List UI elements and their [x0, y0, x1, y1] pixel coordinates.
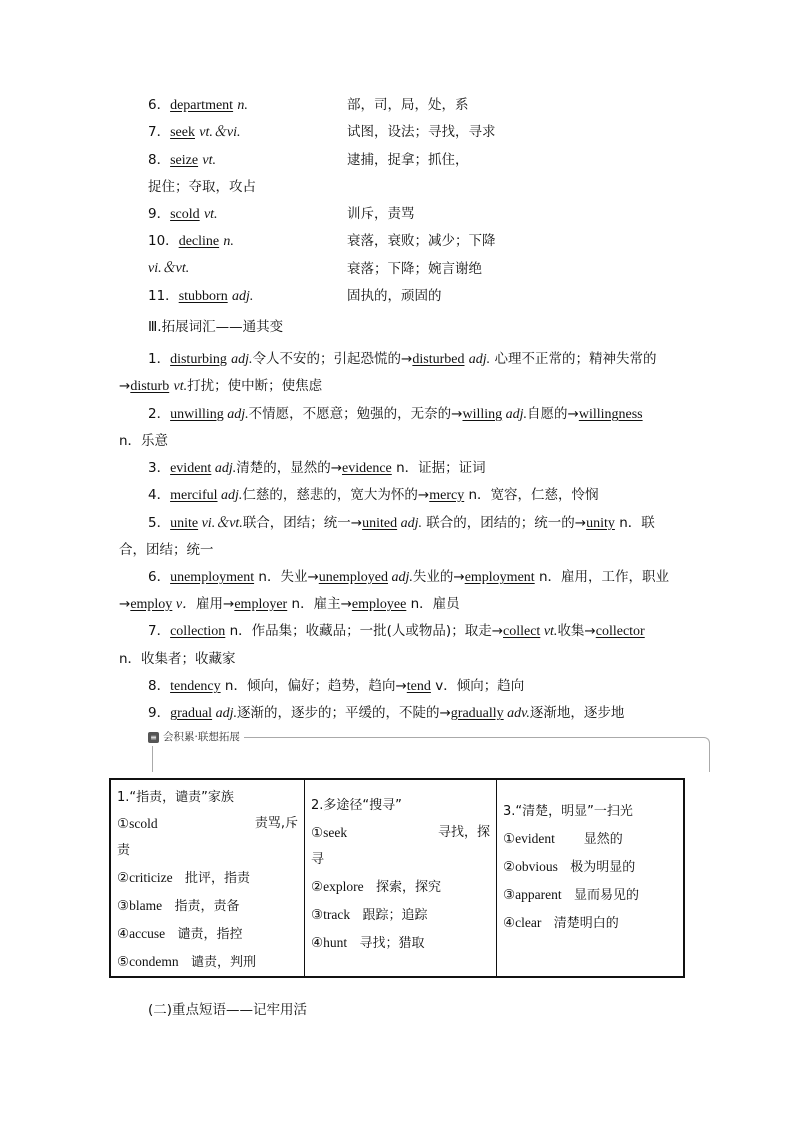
extend-item-7: 7．collection n．作品集；收藏品；一批(人或物品)；取走→collect vt.收集→collector — [148, 623, 645, 639]
table-col2-item: ④hunt 寻找；猎取 — [311, 935, 425, 951]
table-col3-item: ①evident 显然的 — [503, 831, 623, 847]
list-icon: ≡ — [148, 732, 159, 743]
accumulation-tab-label: 会积累·联想拓展 — [163, 731, 240, 743]
table-col1-title: 1.“指责，谴责”家族 — [117, 790, 234, 805]
extend-item-2: 2．unwilling adj.不情愿，不愿意；勉强的，无奈的→willing adj.自愿的→willingness — [148, 406, 643, 422]
vocab-item-7: 7．seek vt.＆vi. — [148, 124, 241, 140]
extend-item-4: 4．merciful adj.仁慈的，慈悲的，宽大为怀的→mercy n．宽容，仁慈，怜悯 — [148, 487, 599, 503]
table-col1-item-cont: 责 — [117, 843, 131, 858]
vocab-item-11: 11．stubborn adj. — [148, 288, 254, 304]
table-col3-item: ④clear 清楚明白的 — [503, 915, 619, 931]
vocab-item-8: 8．seize vt. — [148, 152, 216, 168]
extend-item-2-cont: n．乐意 — [119, 433, 169, 449]
extend-item-5: 5．unite vi.＆vt.联合，团结；统一→united adj. 联合的，团结的；统一的→unity n．联 — [148, 515, 655, 531]
extend-item-5-cont: 合，团结；统一 — [119, 542, 214, 558]
vocab-meaning-7: 试图，设法；寻找，寻求 — [347, 124, 496, 140]
table-col3-item: ②obvious 极为明显的 — [503, 859, 636, 875]
table-cell-obvious — [497, 779, 685, 977]
vocab-item-6: 6．department n. — [148, 97, 248, 113]
table-col1-item: ①scold 责骂,斥 — [117, 816, 298, 831]
vocab-meaning-10: 衰落，衰败；减少；下降 — [347, 233, 496, 249]
table-col2-item-cont: 寻 — [311, 852, 325, 867]
vocab-item-10: 10．decline n. — [148, 233, 234, 249]
table-col2-item: ③track 跟踪；追踪 — [311, 907, 428, 923]
table-col1-item: ⑤condemn 谴责，判刑 — [117, 954, 257, 970]
table-col2-item: ①seek 寻找，探 — [311, 825, 490, 840]
table-col1-item: ③blame 指责，责备 — [117, 898, 240, 914]
table-col3-title: 3.“清楚，明显”一扫光 — [503, 804, 633, 819]
extend-item-7-cont: n．收集者；收藏家 — [119, 651, 236, 667]
extend-item-1: 1．disturbing adj.令人不安的；引起恐慌的→disturbed adj. 心理不正常的；精神失常的 — [148, 351, 657, 367]
vocab-item-9: 9．scold vt. — [148, 206, 218, 222]
table-col1-item: ④accuse 谴责，指控 — [117, 926, 243, 942]
table-col3-item: ③apparent 显而易见的 — [503, 887, 639, 903]
extend-item-3: 3．evident adj.清楚的，显然的→evidence n．证据；证词 — [148, 460, 486, 476]
table-cell-search — [305, 779, 497, 977]
vocab-meaning-11: 固执的，顽固的 — [347, 288, 442, 304]
section-3-title: Ⅲ.拓展词汇——通其变 — [148, 319, 284, 335]
vocab-pos-10b: vi.＆vt. — [148, 261, 190, 276]
vocab-meaning-6: 部，司，局，处，系 — [347, 97, 469, 113]
extend-item-6: 6．unemployment n．失业→unemployed adj.失业的→employment n．雇用，工作，职业 — [148, 569, 670, 585]
extend-item-8: 8．tendency n．倾向，偏好；趋势，趋向→tend v．倾向；趋向 — [148, 678, 525, 694]
table-col1-item: ②criticize 批评，指责 — [117, 870, 250, 886]
vocab-meaning-8-cont: 捉住；夺取，攻占 — [148, 179, 256, 195]
accumulation-table — [109, 778, 685, 978]
extend-item-9: 9．gradual adj.逐渐的，逐步的；平缓的，不陡的→gradually adv.逐渐地，逐步地 — [148, 705, 625, 721]
vocab-meaning-8: 逮捕，捉拿；抓住， — [347, 152, 469, 168]
extend-item-1-cont: →disturb vt.打扰；使中断；使焦虑 — [119, 378, 323, 394]
table-cell-blame-family — [110, 779, 305, 977]
accumulation-tab — [148, 728, 244, 746]
extend-item-6-cont: →employ v．雇用→employer n．雇主→employee n．雇员 — [119, 596, 460, 612]
vocab-meaning-10b: 衰落；下降；婉言谢绝 — [347, 261, 482, 277]
table-col2-item: ②explore 探索，探究 — [311, 879, 442, 895]
vocab-meaning-9: 训斥，责骂 — [347, 206, 415, 222]
table-col2-title: 2.多途径“搜寻” — [311, 798, 402, 813]
section-phrases-title: (二)重点短语——记牢用活 — [148, 1002, 308, 1018]
